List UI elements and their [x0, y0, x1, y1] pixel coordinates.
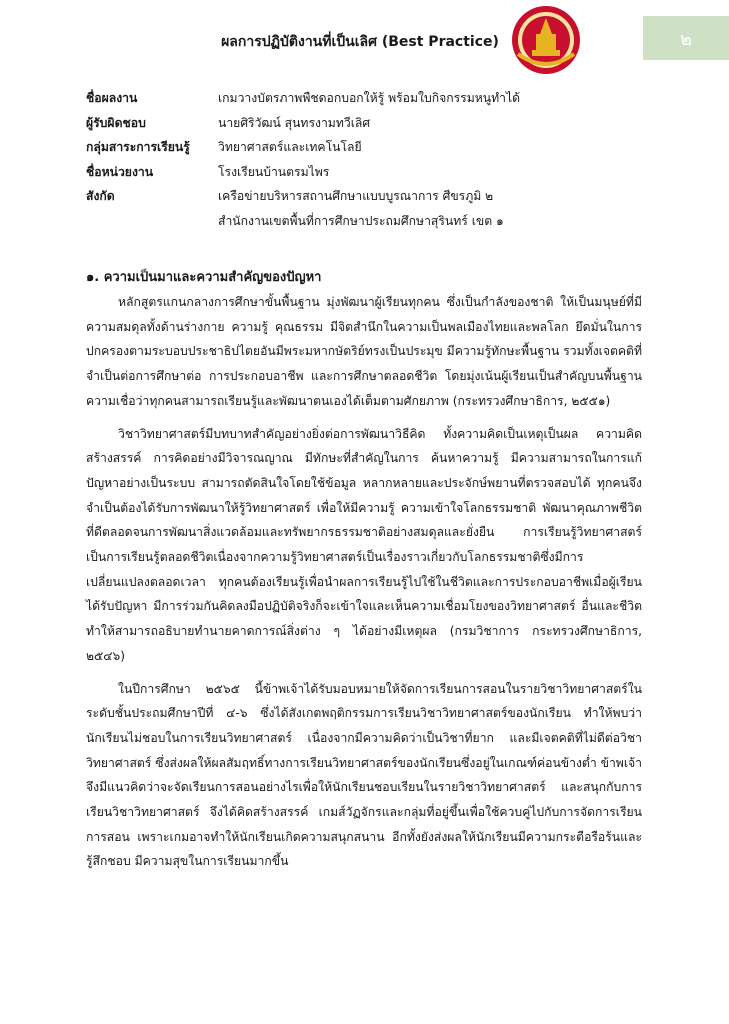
meta-label: ผู้รับผิดชอบ — [86, 115, 146, 130]
meta-label: ชื่อผลงาน — [86, 91, 138, 105]
meta-row-affiliation — [86, 184, 646, 209]
page-number: ๒ — [680, 28, 692, 50]
meta-value: เกมวางบัตรภาพพืชดอกบอกให้รู้ พร้อมใบกิจกรรมหนูทำได้ — [218, 91, 521, 105]
meta-row-title — [86, 86, 646, 111]
school-emblem-icon — [510, 4, 582, 76]
meta-row-subject — [86, 135, 646, 160]
meta-row-unit — [86, 160, 646, 185]
page-title: ผลการปฏิบัติงานที่เป็นเลิศ (Best Practice) — [221, 34, 499, 50]
meta-value: วิทยาศาสตร์และเทคโนโลยี — [218, 140, 362, 155]
section-heading: ๑. ความเป็นมาและความสำคัญของปัญหา — [86, 270, 322, 285]
paragraph: หลักสูตรแกนกลางการศึกษาขั้นพื้นฐาน มุ่งพัฒนาผู้เรียนทุกคน ซึ่งเป็นกำลังของชาติ ให้เป็นมนุษย์ที่มีความสมดุลทั้งด้านร่างกาย ความรู้ คุณธรรม มีจิตสำนึกในความเป็นพลเมืองไทยและพลโลก ยึดมั่นในการปกครองตามระบอบประชาธิปไตยอันมีพระมหากษัตริย์ทรงเป็นประมุข มีความรู้ทักษะพื้นฐาน รวมทั้งเจตคติที่จำเป็นต่อการศึกษาต่อ การประกอบอาชีพ และการศึกษาตลอดชีวิต โดยมุ่งเน้นผู้เรียนเป็นสำคัญบนพื้นฐานความเชื่อว่าทุกคนสามารถเรียนรู้และพัฒนาตนเองได้เต็มตามศักยภาพ (กระทรวงศึกษาธิการ, ๒๕๕๑) — [86, 295, 642, 408]
meta-label — [86, 209, 218, 234]
meta-label: ชื่อหน่วยงาน — [86, 164, 154, 179]
paragraph: ในปีการศึกษา ๒๕๖๕ นี้ข้าพเจ้าได้รับมอบหมายให้จัดการเรียนการสอนในรายวิชาวิทยาศาสตร์ในระดับชั้นประถมศึกษาปีที่ ๔-๖ ซึ่งได้สังเกตพฤติกรรมการเรียนวิชาวิทยาศาสตร์ของนักเรียน ทำให้พบว่านักเรียนไม่ชอบในการเรียนวิทยาศาสตร์ เนื่องจากมีความคิดว่าเป็นวิชาที่ยาก และมีเจตคติที่ไม่ดีต่อวิชาวิทยาศาสตร์ ซึ่งส่งผลให้ผลสัมฤทธิ์ทางการเรียนวิทยาศาสตร์ของนักเรียนซึ่งอยู่ในเกณฑ์ค่อนข้างต่ำ ข้าพเจ้าจึงมีแนวคิดว่าจะจัดเรียนการสอนอย่างไรเพื่อให้นักเรียนชอบเรียนในรายวิชาวิทยาศาสตร์ และสนุกกับการเรียนวิชาวิทยาศาสตร์ จึงได้คิดสร้างสรรค์ เกมส์วัฏจักรและกลุ่มที่อยู่ขึ้นเพื่อใช้ควบคู่ไปกับการจัดการเรียนการสอน เพราะเกมอาจทำให้นักเรียนเกิดความสนุกสนาน อีกทั้งยังส่งผลให้นักเรียนมีความกระตือรือร้นและรู้สึกชอบ มีความสุขในการเรียนมากขึ้น — [86, 681, 642, 869]
meta-label: สังกัด — [86, 189, 115, 204]
section-body — [86, 290, 642, 882]
meta-value: โรงเรียนบ้านตรมไพร — [218, 164, 330, 179]
meta-row-affiliation-cont — [86, 209, 646, 234]
meta-label: กลุ่มสาระการเรียนรู้ — [86, 140, 190, 155]
meta-value: เครือข่ายบริหารสถานศึกษาแบบบูรณาการ ศีขรภูมิ ๒ — [218, 189, 494, 204]
meta-row-owner — [86, 111, 646, 136]
meta-value: สำนักงานเขตพื้นที่การศึกษาประถมศึกษาสุรินทร์ เขต ๑ — [218, 213, 504, 228]
document-metadata — [86, 86, 646, 234]
meta-value: นายศิริวัฒน์ สุนทรงามทวีเลิศ — [218, 115, 371, 130]
page-number-tab — [643, 16, 729, 60]
paragraph: วิชาวิทยาศาสตร์มีบทบาทสำคัญอย่างยิ่งต่อการพัฒนาวิธีคิด ทั้งความคิดเป็นเหตุเป็นผล ความคิดสร้างสรรค์ การคิดอย่างมีวิจารณญาณ มีทักษะที่สำคัญในการ ค้นหาความรู้ มีความสามารถในการแก้ปัญหาอย่างเป็นระบบ สามารถตัดสินใจโดยใช้ข้อมูล หลากหลายและประจักษ์พยานที่ตรวจสอบได้ ทุกคนจึงจำเป็นต้องได้รับการพัฒนาให้รู้วิทยาศาสตร์ เพื่อให้มีความรู้ ความเข้าใจโลกธรรมชาติ พัฒนาคุณภาพชีวิตที่ดีตลอดจนการพัฒนาสิ่งแวดล้อมและทรัพยากรธรรมชาติอย่างสมดุลและยั่งยืน การเรียนรู้วิทยาศาสตร์เป็นการเรียนรู้ตลอดชีวิตเนื่องจากความรู้วิทยาศาสตร์เป็นเรื่องราวเกี่ยวกับโลกธรรมชาติซึ่งมีการเปลี่ยนแปลงตลอดเวลา ทุกคนต้องเรียนรู้เพื่อนำผลการเรียนรู้ไปใช้ในชีวิตและการประกอบอาชีพเมื่อผู้เรียนได้รับปัญหา มีการร่วมกันคิดลงมือปฏิบัติจริงก็จะเข้าใจและเห็นความเชื่อมโยงของวิทยาศาสตร์ อื่นและชีวิต ทำให้สามารถอธิบายทำนายคาดการณ์สิ่งต่าง ๆ ได้อย่างมีเหตุผล (กรมวิชาการ กระทรวงศึกษาธิการ, ๒๕๔๖) — [86, 426, 642, 663]
